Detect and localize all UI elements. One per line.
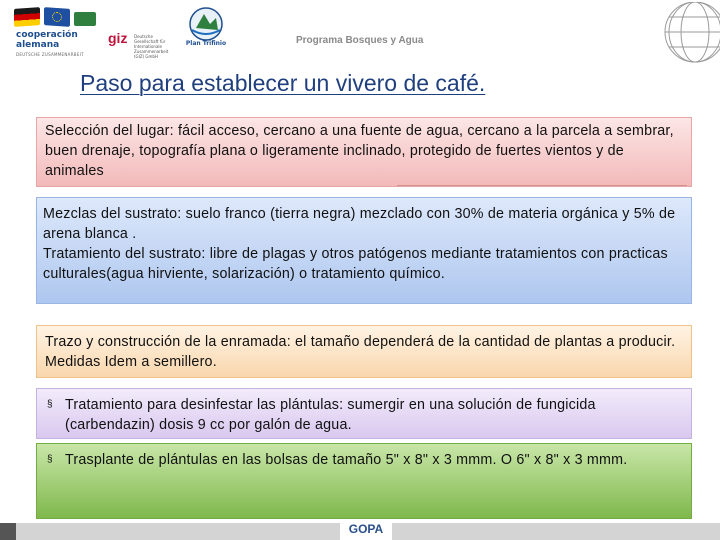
substrate-mix-text: Mezclas del sustrato: suelo franco (tierra negra) mezclado con 30% de materia orgánica y 5% de arena blanca .	[43, 206, 676, 242]
green-flag-icon	[74, 12, 96, 26]
cooperacion-alemana-text: cooperación alemana	[16, 30, 78, 50]
seedling-treatment-text: Tratamiento para desinfestar las plántulas: sumergir en una solución de fungicida (carbendazin) dosis 9 cc por galón de agua.	[65, 397, 596, 433]
eu-flag-icon	[44, 7, 70, 27]
program-name: Programa Bosques y Agua	[296, 35, 424, 46]
seedling-treatment-box	[36, 388, 692, 439]
header	[0, 0, 720, 62]
globe-icon	[655, 2, 720, 68]
site-selection-text: Selección del lugar: fácil acceso, cercano a una fuente de agua, cercano a la parcela a sembrar, buen drenaje, topografía plana o ligeramente inclinado, protegido de fuertes vientos y de animales	[45, 123, 674, 179]
cooperacion-alemana-logo	[2, 2, 102, 62]
list-item	[47, 450, 683, 470]
plan-trifinio-logo	[178, 4, 234, 60]
list-item	[47, 395, 683, 435]
page-title: Paso para establecer un vivero de café.	[80, 70, 486, 96]
divider-line	[397, 185, 687, 186]
site-selection-box	[36, 117, 692, 187]
bullet-icon: §	[47, 399, 53, 410]
gopa-logo: GOPA	[340, 522, 392, 540]
cooperacion-alemana-subtext: DEUTSCHE ZUSAMMENARBEIT	[16, 52, 84, 57]
substrate-treatment-text: Tratamiento del sustrato: libre de plagas y otros patógenos mediante tratamientos con practicas culturales(agua hirviente, solarización) o tratamiento químico.	[43, 246, 668, 282]
substrate-box	[36, 197, 692, 304]
plan-trifinio-text: Plan Trifinio	[185, 40, 227, 47]
german-flag-icon	[14, 7, 40, 27]
shade-house-box	[36, 325, 692, 378]
transplant-box	[36, 443, 692, 519]
giz-logo-subtext: Deutsche Gesellschaft für Internationale Zusammenarbeit (GIZ) GmbH	[134, 34, 169, 59]
shade-house-text: Trazo y construcción de la enramada: el tamaño dependerá de la cantidad de plantas a producir. Medidas Idem a semillero.	[45, 334, 676, 370]
bullet-icon: §	[47, 454, 53, 465]
footer-corner	[0, 523, 16, 540]
transplant-text: Trasplante de plántulas en las bolsas de tamaño 5" x 8" x 3 mmm. O 6" x 8" x 3 mmm.	[65, 452, 628, 468]
giz-logo: giz	[108, 30, 128, 46]
